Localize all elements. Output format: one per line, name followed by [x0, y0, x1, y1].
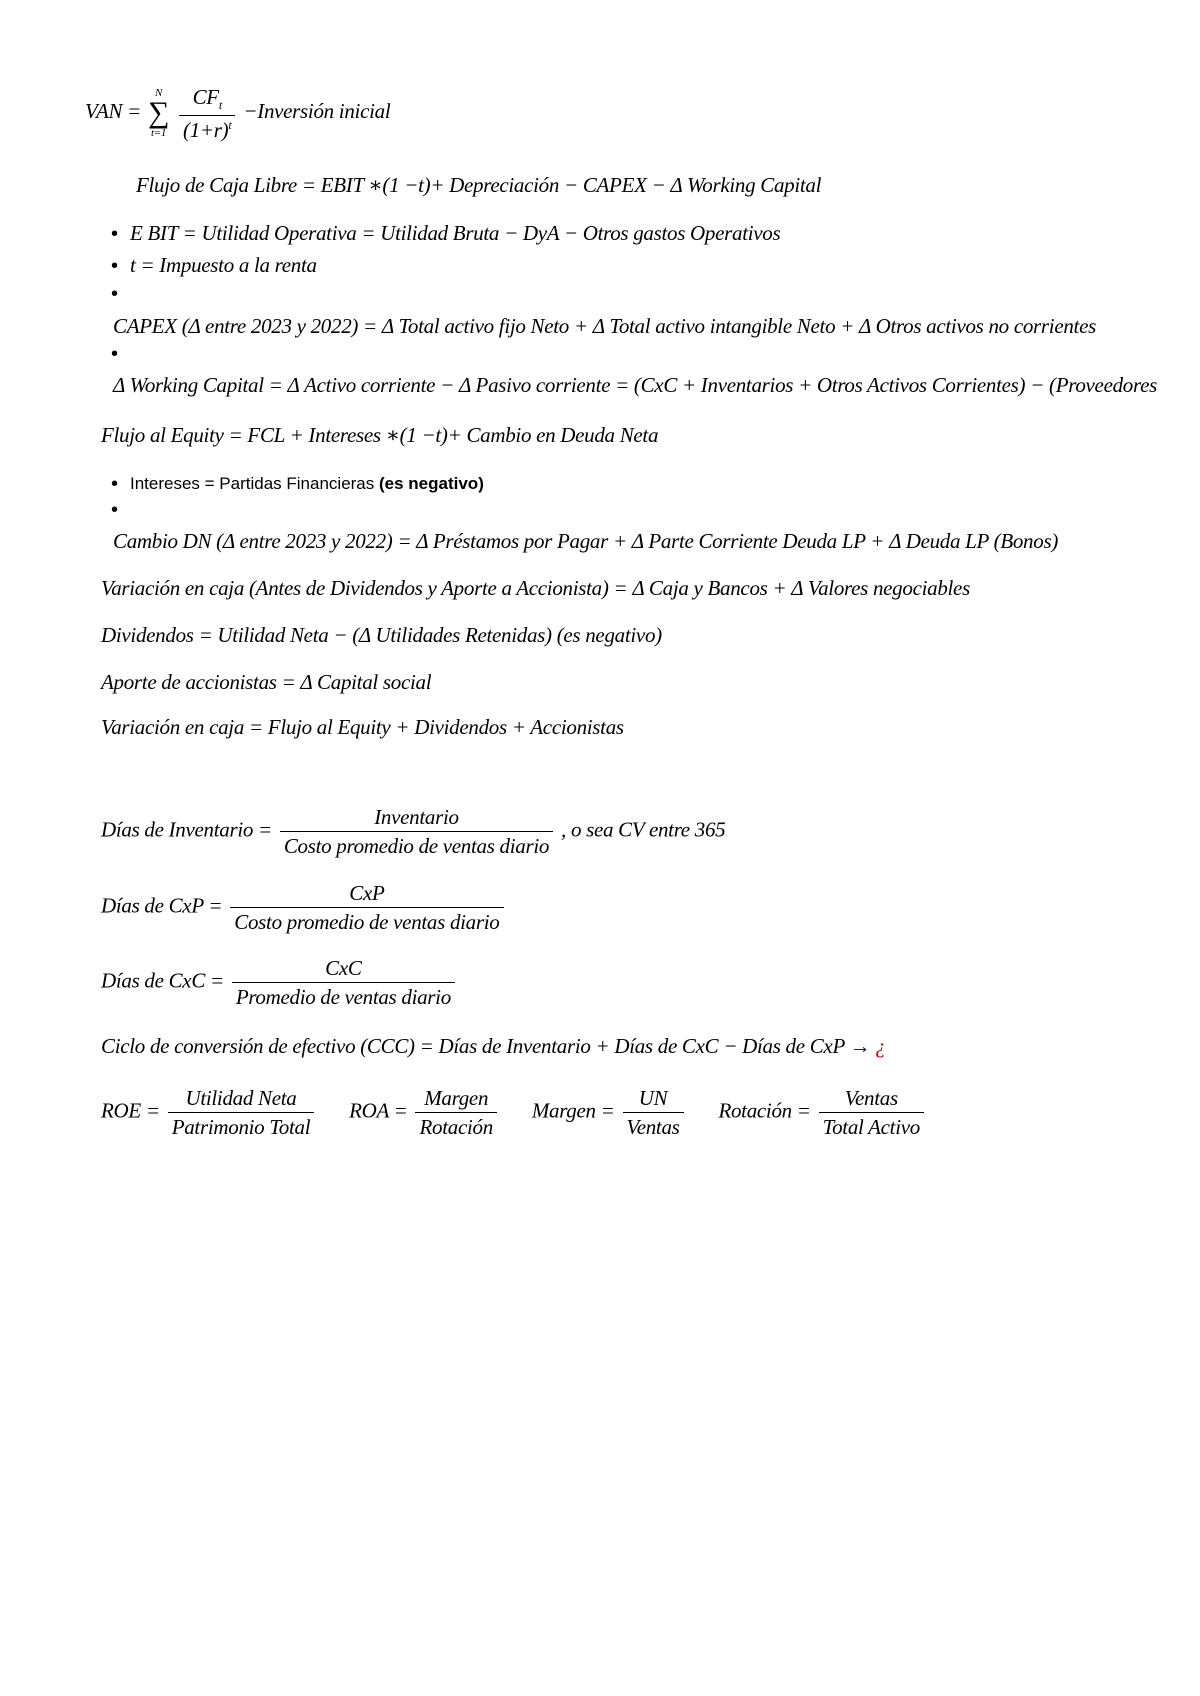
- margen-den: Ventas: [623, 1112, 684, 1138]
- cambio-dn-formula: Cambio DN (Δ entre 2023 y 2022) = Δ Préstamos por Pagar + Δ Parte Corriente Deuda LP + Δ Deuda LP (Bonos): [113, 529, 1059, 553]
- dias-cxc-fraction: [232, 957, 455, 1008]
- dias-inventario-tail: , o sea CV entre 365: [561, 817, 726, 842]
- dias-cxc-lhs: Días de CxC =: [101, 968, 224, 993]
- sigma-symbol: ∑: [147, 96, 170, 130]
- interest-note-bold: (es negativo): [379, 474, 484, 493]
- rotacion-fraction: [819, 1087, 924, 1138]
- dias-cxp-lhs: Días de CxP =: [101, 893, 223, 918]
- van-numerator: $CF_t$: [192, 85, 222, 113]
- roe-lhs: ROE =: [101, 1098, 160, 1123]
- dias-inventario-den: Costo promedio de ventas diario: [280, 831, 553, 857]
- fcl-bullet-tax: t = Impuesto a la renta: [130, 253, 317, 277]
- roa-lhs: ROA =: [349, 1098, 408, 1123]
- roa-fraction: [415, 1087, 496, 1138]
- van-denominator-sup: t: [228, 117, 232, 132]
- dias-cxp-fraction: [230, 882, 503, 933]
- roa-den: Rotación: [415, 1112, 496, 1138]
- van-tail: −Inversión inicial: [243, 99, 391, 124]
- dias-inventario-num: Inventario: [374, 805, 459, 829]
- dividendos-formula: Dividendos = Utilidad Neta − (Δ Utilidades Retenidas) (es negativo): [101, 623, 662, 647]
- roe-den: Patrimonio Total: [168, 1112, 315, 1138]
- dias-cxc-formula: [101, 957, 458, 1008]
- fcl-formula: Flujo de Caja Libre = EBIT ∗(1 −t)+ Depreciación − CAPEX − Δ Working Capital: [136, 173, 822, 197]
- fcl-bullet-capex: CAPEX (Δ entre 2023 y 2022) = Δ Total activo fijo Neto + Δ Total activo intangible Neto + Δ Otros activos no corrientes: [113, 314, 1096, 338]
- ccc-marker: ¿: [875, 1034, 886, 1058]
- ccc-formula: Ciclo de conversión de efectivo (CCC) = Días de Inventario + Días de CxC − Días de CxP → ¿: [101, 1034, 886, 1058]
- sum-lower-limit: t=1: [150, 126, 167, 139]
- rotacion-lhs: Rotación =: [718, 1098, 811, 1123]
- equity-formula: Flujo al Equity = FCL + Intereses ∗(1 −t)+ Cambio en Deuda Neta: [101, 423, 659, 447]
- summation: [148, 88, 169, 139]
- rotacion-num: Ventas: [844, 1086, 898, 1110]
- bullet-icon: •: [111, 255, 118, 277]
- van-denominator: $(1+r)^t$: [179, 115, 235, 141]
- van-lhs: VAN =: [85, 99, 142, 124]
- van-fraction: [179, 86, 235, 141]
- variacion-caja-formula: Variación en caja (Antes de Dividendos y Aporte a Accionista) = Δ Caja y Bancos + Δ Valores negociables: [101, 576, 970, 600]
- margen-num: UN: [638, 1086, 668, 1110]
- van-numerator-sub: t: [218, 98, 222, 113]
- dias-cxp-den: Costo promedio de ventas diario: [230, 907, 503, 933]
- margen-fraction: [623, 1087, 684, 1138]
- rotacion-den: Total Activo: [819, 1112, 924, 1138]
- bullet-icon: •: [111, 343, 118, 365]
- variacion-total-formula: Variación en caja = Flujo al Equity + Dividendos + Accionistas: [101, 715, 624, 739]
- aporte-formula: Aporte de accionistas = Δ Capital social: [101, 670, 432, 694]
- dias-cxp-formula: [101, 882, 507, 933]
- fcl-bullet-working-capital: Δ Working Capital = Δ Activo corriente − Δ Pasivo corriente = (CxC + Inventarios + Otros Activos Corrientes) − (Proveedores: [113, 373, 1157, 397]
- ratios-row: [101, 1087, 927, 1138]
- dias-cxc-den: Promedio de ventas diario: [232, 982, 455, 1008]
- dias-inventario-formula: [101, 806, 725, 857]
- bullet-icon: •: [111, 283, 118, 305]
- bullet-icon: •: [111, 223, 118, 245]
- dias-inventario-fraction: [280, 806, 553, 857]
- fcl-bullet-ebit: E BIT = Utilidad Operativa = Utilidad Bruta − DyA − Otros gastos Operativos: [130, 221, 781, 245]
- margen-lhs: Margen =: [531, 1098, 615, 1123]
- van-formula: [85, 86, 390, 141]
- dias-inventario-lhs: Días de Inventario =: [101, 817, 272, 842]
- bullet-icon: •: [111, 499, 118, 521]
- dias-cxp-num: CxP: [349, 881, 385, 905]
- sum-upper-limit: N: [155, 87, 163, 100]
- interest-note: Intereses = Partidas Financieras (es negativo): [130, 474, 484, 493]
- bullet-icon: •: [111, 473, 118, 495]
- dias-cxc-num: CxC: [325, 956, 362, 980]
- roa-num: Margen: [424, 1086, 489, 1110]
- roe-num: Utilidad Neta: [185, 1086, 297, 1110]
- roe-fraction: [168, 1087, 315, 1138]
